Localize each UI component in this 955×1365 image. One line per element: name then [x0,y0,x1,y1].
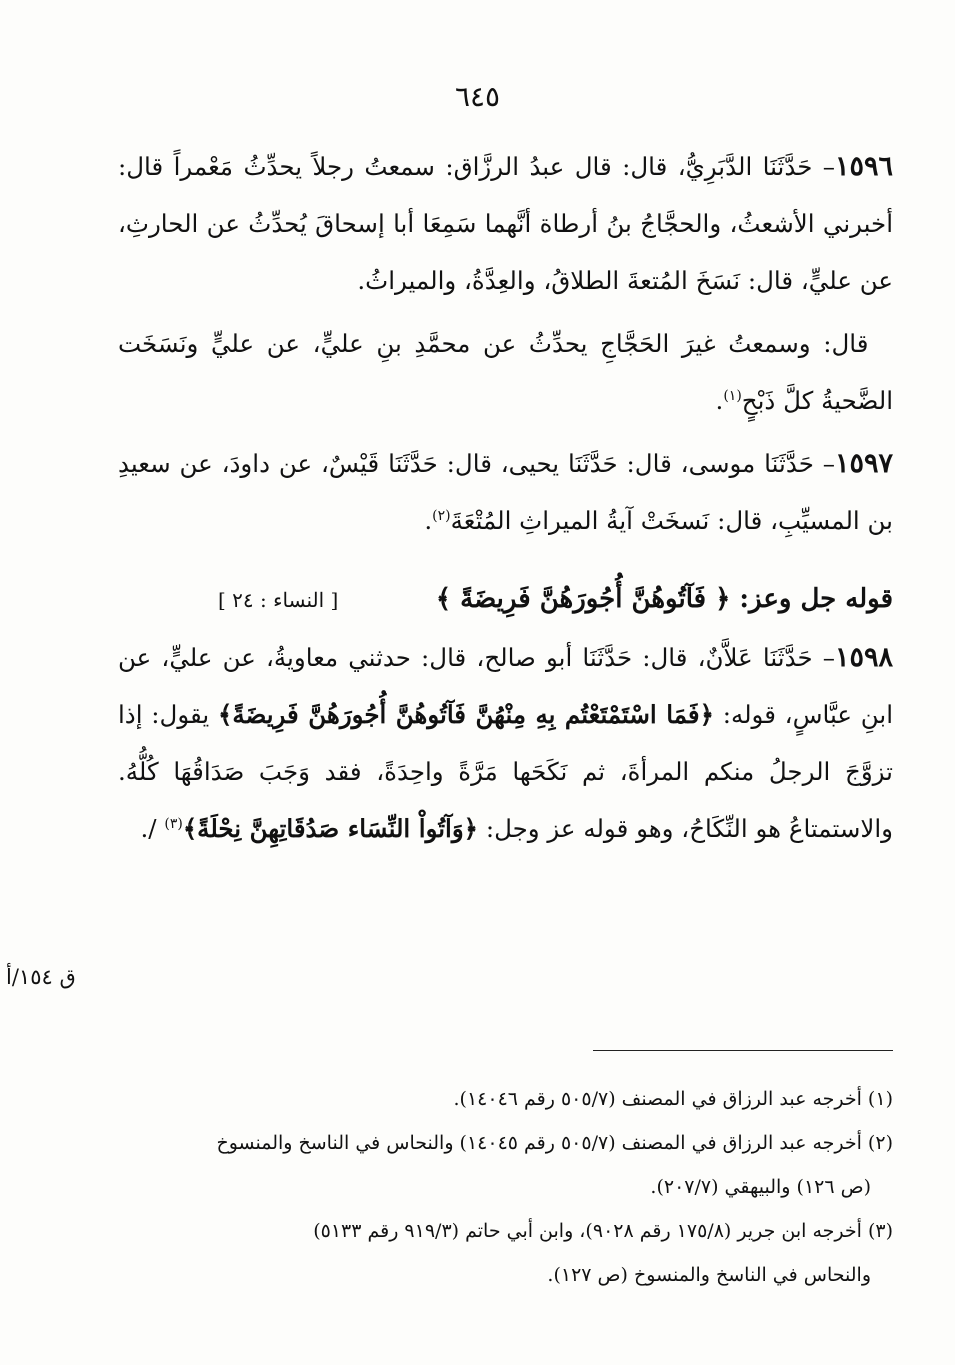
footnote-3-continuation: والنحاس في الناسخ والمنسوخ (ص ١٢٧). [547,1264,871,1286]
hadith-1596 [118,138,893,309]
main-text [118,138,893,857]
sentence-end: . [424,506,433,535]
hadith-1598 [118,629,893,857]
page-number: ٦٤٥ [454,80,501,113]
hadith-number: ١٥٩٨ [834,642,893,673]
hadith-text: – حَدَّثَنَا الدَّبَرِيُّ، قال: قال عبدُ الرزَّاق: سمعتُ رجلاً يحدِّثُ مَعْمراً قال: أخبرني الأشعثُ، والحجَّاجُ بنُ أرطاة أنَّهما سَمِعَا أبا إسحاقَ يُحدِّثُ عن الحارثِ، عن عليٍّ، قال: نَسَخَ المُتعةَ الطلاقُ، والعِدَّةُ، والميراثُ. [118,152,893,295]
heading-text: قوله جل وعز: ﴿ فَآتُوهُنَّ أُجُورَهُنَّ فَرِيضَةً ﴾ [435,584,893,614]
footnote-marker[interactable]: (٢) [432,507,451,524]
hadith-number: ١٥٩٧ [834,448,893,479]
footnote-divider [593,1050,893,1051]
footnote-marker[interactable]: (٣) [164,815,183,832]
footnote-1: (١) أخرجه عبد الرزاق في المصنف (٥٠٥/٧ رقم ١٤٠٤٦). [453,1088,893,1110]
hadith-1597 [118,435,893,549]
quran-quote: ﴿فَمَا اسْتَمْتَعْتُم بِهِ مِنْهُنَّ فَآتُوهُنَّ أُجُورَهُنَّ فَرِيضَةً﴾ [217,700,714,729]
hadith-text: – حَدَّثَنَا عَلاَّنٌ، قال: حَدَّثَنَا أبو صالح، قال: حدثني معاويةُ، عن عليٍّ، عن ابنِ عبَّاسٍ، قوله: [118,643,894,729]
footnote-3: (٣) أخرجه ابن جرير (١٧٥/٨ رقم ٩٠٢٨)، وابن أبي حاتم (٩١٩/٣ رقم ٥١٣٣) [313,1220,893,1242]
hadith-number: ١٥٩٦ [834,151,893,182]
footnotes [112,1077,893,1297]
manuscript-margin-note: ق ١٥٤/أ [6,965,76,989]
hadith-1596-continuation [118,315,893,429]
quran-quote: ﴿وَآتُواْ النِّسَاء صَدُقَاتِهِنَّ نِحْلَةً﴾ [182,814,479,843]
section-heading [118,571,893,629]
footnote-marker[interactable]: (١) [723,387,742,404]
footnote-2: (٢) أخرجه عبد الرزاق في المصنف (٥٠٥/٧ رقم ١٤٠٤٥) والنحاس في الناسخ والمنسوخ [216,1132,893,1154]
sentence-end: . [715,386,724,415]
hadith-text: يقول: إذا تزوَّجَ الرجلُ منكم المرأةَ، ثم نَكَحَها مَرَّةً واحِدَةً، فقد وَجَبَ صَدَاقُهَا كُلُّهُ. والاستمتاعُ هو النِّكَاحُ، وهو قوله عز وجل: [118,700,893,843]
hadith-text: – حَدَّثَنَا موسى، قال: حَدَّثَنَا يحيى، قال: حَدَّثَنَا قَيْسٌ، عن داودَ، عن سعيدِ بن المسيِّبِ، قال: نَسخَتْ آيةُ الميراثِ المُتْعَةَ [118,449,893,535]
verse-reference: [ النساء : ٢٤ ] [218,588,339,612]
footnote-2-continuation: (ص ١٢٦) والبيهقي (٢٠٧/٧). [650,1176,871,1198]
hadith-text: قال: وسمعتُ غيرَ الحَجَّاجِ يحدِّثُ عن محمَّدِ بنِ عليٍّ، عن عليٍّ ونَسَخَت الضَّحيةُ كلَّ ذَبْحٍ [118,329,893,415]
sentence-end: /. [140,814,165,843]
